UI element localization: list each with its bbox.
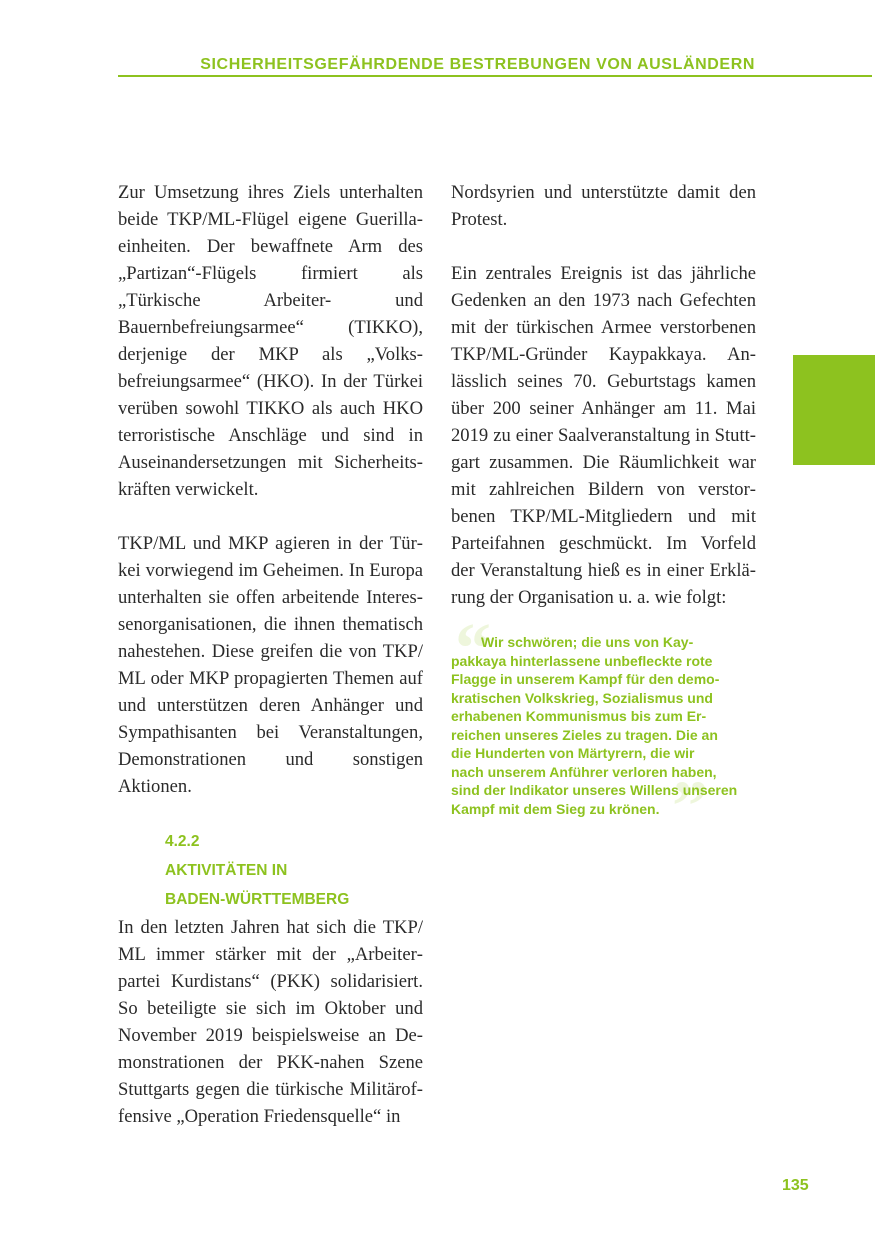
section-heading: [165, 827, 423, 914]
running-header: SICHERHEITSGEFÄHRDENDE BESTREBUNGEN VON AUSLÄNDERN: [200, 56, 755, 73]
quote-line: Wir schwören; die uns von Kay-: [481, 634, 694, 650]
header-rule: [118, 75, 872, 77]
pull-quote: [451, 633, 759, 818]
paragraph-europe: TKP/ML und MKP agieren in der Türkei vorwiegend im Geheimen. In Europa unterhalten sie offen arbeitende Interessenorganisationen, die ihnen thematisch nahestehen. Diese greifen die von TKP/ ML oder MKP propagierten Themen auf und unterstützen deren Anhänger und Sympathisanten bei Veranstaltungen, Demonstrationen und sonstigen Aktionen.: [118, 533, 423, 797]
section-title-line1: AKTIVITÄTEN IN: [165, 862, 288, 879]
paragraph-pkk: In den letzten Jahren hat sich die TKP/ ML immer stärker mit der „Arbeiterpartei Kurdistans“ (PKK) solidarisiert. So beteiligte sie sich im Oktober und November 2019 beispielsweise an Demonstrationen der PKK-nahen Szene Stuttgarts gegen die türkische Militäroffensive „Operation Friedensquelle“ in: [118, 917, 423, 1127]
quote-line: die Hunderten von Märtyrern, die wir: [451, 745, 695, 761]
chapter-side-tab: [793, 355, 875, 465]
quote-line: nach unserem Anführer verloren haben,: [451, 763, 717, 780]
right-column: [451, 179, 756, 638]
page-number: 135: [782, 1177, 809, 1194]
quote-line: reichen unseres Zieles zu tragen. Die an: [451, 726, 718, 743]
open-quote-icon: “: [455, 608, 491, 688]
quote-line: pakkaya hinterlassene unbefleckte rote: [451, 652, 713, 669]
quote-line: sind der Indikator unseres Willens unseren: [451, 782, 738, 798]
paragraph-guerilla: Zur Umsetzung ihres Ziels unterhalten beide TKP/ML-Flügel eigene Guerillaeinheiten. Der bewaffnete Arm des „Partizan“-Flügels firmiert als „Türkische Arbeiter- und Bauernbefreiungsarmee“ (TIKKO), derjenige der MKP als „Volksbefreiungsarmee“ (HKO). In der Türkei verüben sowohl TIKKO als auch HKO terroristische Anschläge und sind in Auseinandersetzungen mit Sicherheitskräften verwickelt.: [118, 182, 423, 500]
paragraph-syria: Nordsyrien und unterstützte damit den Protest.: [451, 182, 756, 230]
section-title-line2: BADEN-WÜRTTEMBERG: [165, 891, 350, 908]
quote-line: kratischen Volkskrieg, Sozialismus und: [451, 689, 713, 706]
quote-line: Kampf mit dem Sieg zu krönen.: [451, 800, 660, 817]
quote-line: Flagge in unserem Kampf für den demo-: [451, 671, 720, 687]
paragraph-kaypakkaya: Ein zentrales Ereignis ist das jährliche Gedenken an den 1973 nach Gefechten mit der türkischen Armee verstorbenen TKP/ML-Gründer Kaypakkaya. Anlässlich seines 70. Geburtstags kamen über 200 seiner Anhänger am 11. Mai 2019 zu einer Saalveranstaltung in Stuttgart zusammen. Die Räumlichkeit war mit zahlreichen Bildern von verstorbenen TKP/ML-Mitgliedern und mit Parteifahnen geschmückt. Im Vorfeld der Veranstaltung hieß es in einer Erklärung der Organisation u. a. wie folgt:: [451, 263, 756, 608]
left-column: [118, 179, 423, 1130]
close-quote-icon: ”: [672, 766, 708, 846]
section-number: 4.2.2: [165, 833, 200, 850]
quote-line: erhabenen Kommunismus bis zum Er-: [451, 708, 707, 724]
